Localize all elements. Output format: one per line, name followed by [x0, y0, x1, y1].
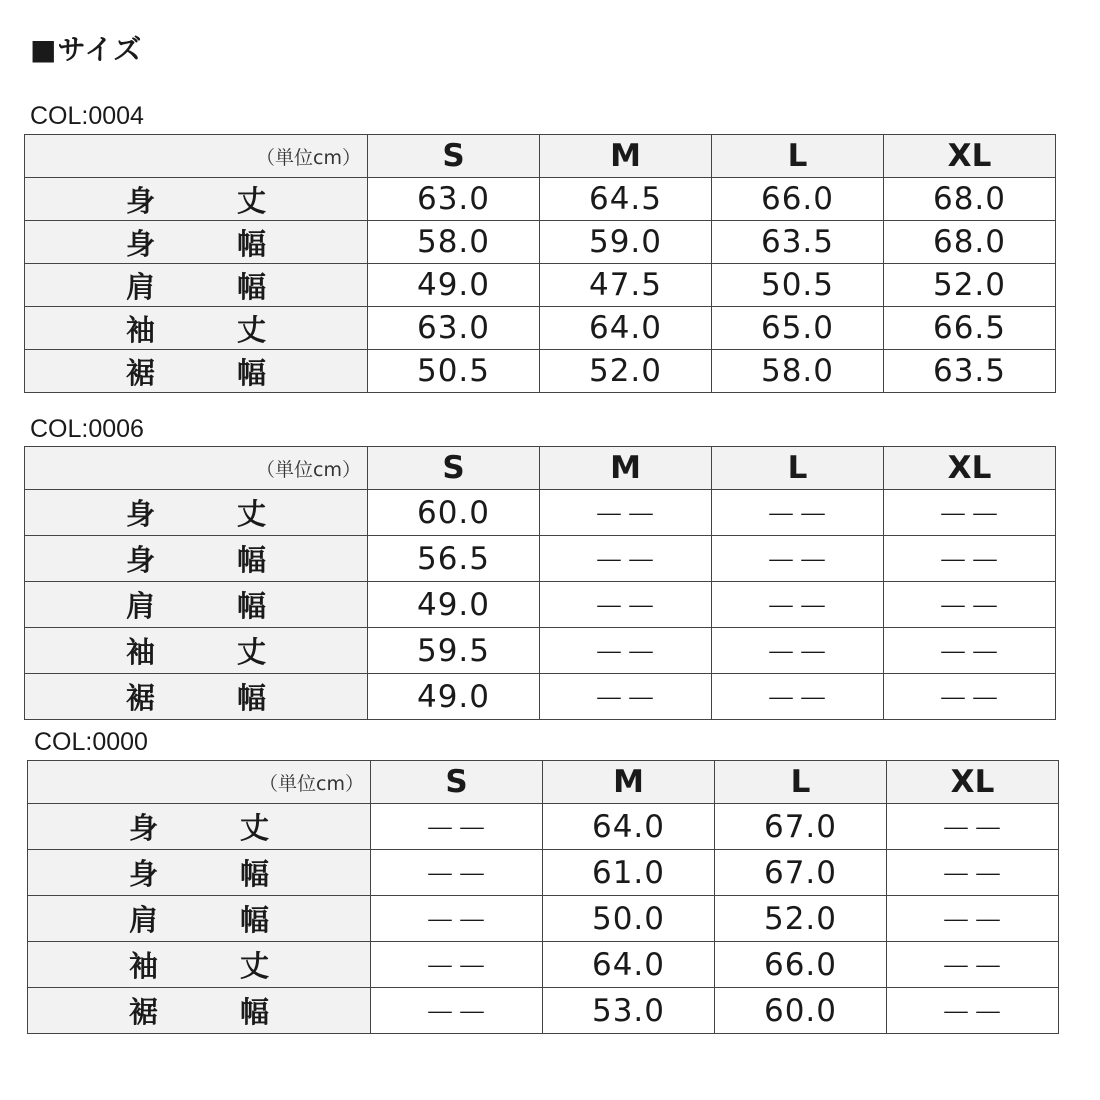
value-cell: 60.0	[715, 988, 887, 1034]
value-cell: 59.5	[368, 628, 540, 674]
value-cell: 52.0	[540, 350, 712, 393]
row-label	[25, 178, 368, 221]
value-cell: －－	[371, 942, 543, 988]
value-cell: 49.0	[368, 264, 540, 307]
row-label-text: 身 丈	[129, 811, 269, 845]
row-label	[25, 350, 368, 393]
table-row	[25, 221, 1056, 264]
value-cell: －－	[371, 988, 543, 1034]
table-header-row	[25, 447, 1056, 490]
value-cell: －－	[884, 674, 1056, 720]
value-cell: 64.5	[540, 178, 712, 221]
value-cell: －－	[884, 582, 1056, 628]
value-cell: 67.0	[715, 804, 887, 850]
table-row	[28, 988, 1059, 1034]
value-cell: 64.0	[543, 804, 715, 850]
value-cell: 68.0	[884, 221, 1056, 264]
value-cell: 59.0	[540, 221, 712, 264]
value-cell: －－	[712, 628, 884, 674]
table-row	[28, 942, 1059, 988]
value-cell: 50.5	[712, 264, 884, 307]
unit-label: （単位cm）	[25, 447, 368, 490]
row-label-text: 肩 幅	[126, 589, 266, 623]
table-row	[25, 350, 1056, 393]
row-label	[28, 804, 371, 850]
color-label-0006: COL:0006	[30, 415, 144, 443]
size-header-xl: XL	[884, 447, 1056, 490]
row-label	[25, 582, 368, 628]
size-header-xl: XL	[887, 761, 1059, 804]
value-cell: －－	[371, 850, 543, 896]
row-label-text: 身 幅	[129, 857, 269, 891]
table-row	[28, 896, 1059, 942]
value-cell: 64.0	[543, 942, 715, 988]
value-cell: －－	[712, 490, 884, 536]
value-cell: －－	[540, 536, 712, 582]
value-cell: －－	[887, 896, 1059, 942]
value-cell: －－	[540, 628, 712, 674]
unit-label: （単位cm）	[25, 135, 368, 178]
row-label	[25, 628, 368, 674]
value-cell: －－	[371, 804, 543, 850]
value-cell: 66.5	[884, 307, 1056, 350]
row-label-text: 袖 丈	[126, 312, 266, 347]
value-cell: －－	[712, 674, 884, 720]
row-label	[28, 896, 371, 942]
value-cell: 63.0	[368, 307, 540, 350]
table-row	[25, 536, 1056, 582]
row-label	[28, 850, 371, 896]
table-row	[25, 178, 1056, 221]
page-title: ■サイズ	[30, 33, 143, 66]
size-table-0004	[24, 134, 1056, 393]
value-cell: 63.5	[884, 350, 1056, 393]
size-header-m: M	[543, 761, 715, 804]
value-cell: －－	[887, 850, 1059, 896]
value-cell: －－	[712, 536, 884, 582]
table-row	[28, 850, 1059, 896]
size-header-s: S	[368, 135, 540, 178]
value-cell: 63.5	[712, 221, 884, 264]
table-row	[25, 307, 1056, 350]
value-cell: －－	[887, 988, 1059, 1034]
value-cell: 52.0	[884, 264, 1056, 307]
value-cell: －－	[884, 628, 1056, 674]
row-label-text: 肩 幅	[129, 903, 269, 937]
value-cell: 66.0	[715, 942, 887, 988]
row-label	[25, 307, 368, 350]
row-label-text: 裾 幅	[129, 995, 269, 1029]
table-row	[28, 804, 1059, 850]
value-cell: －－	[540, 582, 712, 628]
row-label-text: 裾 幅	[126, 681, 266, 715]
row-label	[25, 264, 368, 307]
row-label-text: 身 幅	[126, 543, 266, 577]
table-row	[25, 264, 1056, 307]
value-cell: 58.0	[712, 350, 884, 393]
value-cell: 61.0	[543, 850, 715, 896]
size-header-s: S	[371, 761, 543, 804]
row-label-text: 裾 幅	[126, 355, 266, 390]
row-label	[25, 674, 368, 720]
row-label-text: 身 丈	[126, 183, 266, 218]
size-header-xl: XL	[884, 135, 1056, 178]
size-table-0006	[24, 446, 1056, 720]
row-label	[25, 490, 368, 536]
row-label-text: 身 丈	[126, 497, 266, 531]
row-label-text: 肩 幅	[126, 269, 266, 304]
row-label-text: 身 幅	[126, 226, 266, 261]
row-label	[28, 942, 371, 988]
value-cell: －－	[887, 942, 1059, 988]
size-header-l: L	[712, 135, 884, 178]
size-header-l: L	[712, 447, 884, 490]
value-cell: －－	[540, 674, 712, 720]
table-row	[25, 628, 1056, 674]
value-cell: 50.5	[368, 350, 540, 393]
size-header-s: S	[368, 447, 540, 490]
row-label-text: 袖 丈	[126, 635, 266, 669]
table-header-row	[28, 761, 1059, 804]
value-cell: 52.0	[715, 896, 887, 942]
value-cell: －－	[371, 896, 543, 942]
value-cell: 66.0	[712, 178, 884, 221]
row-label	[28, 988, 371, 1034]
row-label-text: 袖 丈	[129, 949, 269, 983]
value-cell: 49.0	[368, 582, 540, 628]
value-cell: －－	[712, 582, 884, 628]
unit-label: （単位cm）	[28, 761, 371, 804]
value-cell: 49.0	[368, 674, 540, 720]
value-cell: 63.0	[368, 178, 540, 221]
value-cell: 53.0	[543, 988, 715, 1034]
value-cell: －－	[540, 490, 712, 536]
value-cell: 67.0	[715, 850, 887, 896]
table-row	[25, 674, 1056, 720]
value-cell: －－	[884, 536, 1056, 582]
row-label	[25, 536, 368, 582]
value-cell: －－	[887, 804, 1059, 850]
size-header-m: M	[540, 135, 712, 178]
table-header-row	[25, 135, 1056, 178]
value-cell: 58.0	[368, 221, 540, 264]
row-label	[25, 221, 368, 264]
size-header-m: M	[540, 447, 712, 490]
size-header-l: L	[715, 761, 887, 804]
size-table-0000	[27, 760, 1059, 1034]
value-cell: 64.0	[540, 307, 712, 350]
value-cell: 68.0	[884, 178, 1056, 221]
value-cell: 56.5	[368, 536, 540, 582]
value-cell: 60.0	[368, 490, 540, 536]
color-label-0004: COL:0004	[30, 102, 144, 130]
value-cell: 47.5	[540, 264, 712, 307]
value-cell: 65.0	[712, 307, 884, 350]
value-cell: －－	[884, 490, 1056, 536]
table-row	[25, 582, 1056, 628]
color-label-0000: COL:0000	[34, 728, 148, 756]
table-row	[25, 490, 1056, 536]
value-cell: 50.0	[543, 896, 715, 942]
